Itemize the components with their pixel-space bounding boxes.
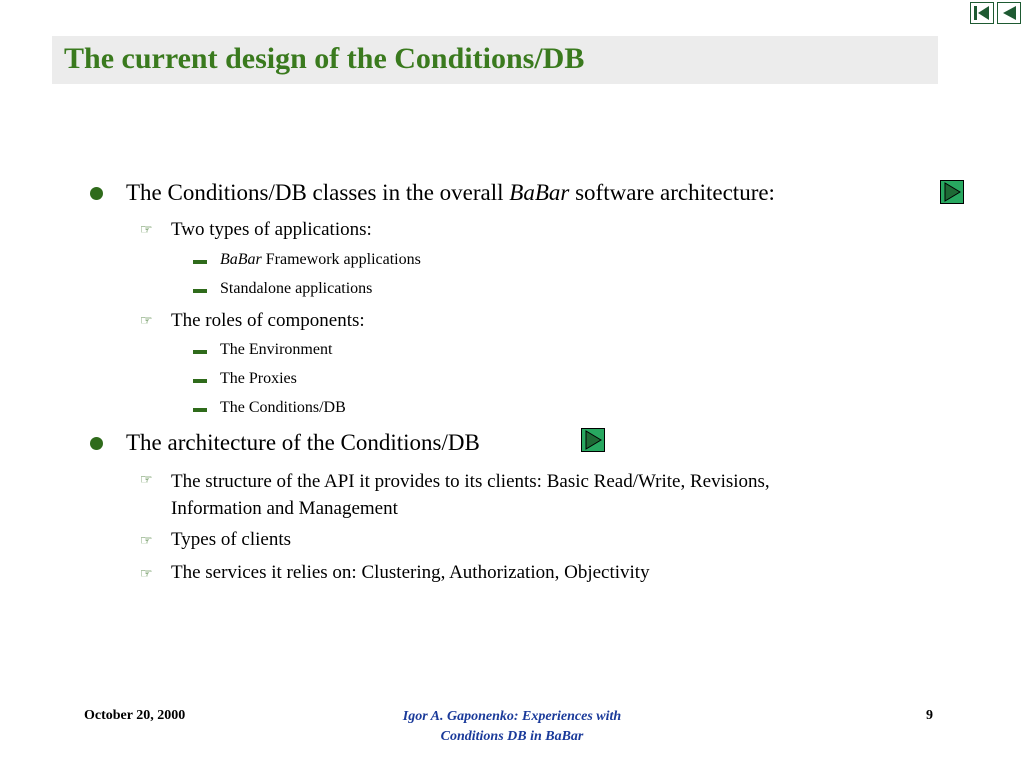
- play-arrow-icon: [941, 181, 963, 203]
- bullet-2-text: The architecture of the Conditions/DB: [126, 430, 480, 455]
- goto-architecture-button[interactable]: [940, 180, 964, 204]
- bullet-1-em: BaBar: [509, 180, 570, 205]
- dash-icon: [193, 379, 207, 383]
- play-arrow-icon: [582, 429, 604, 451]
- pointing-hand-icon: ☞: [140, 473, 153, 488]
- pointing-hand-icon: ☞: [140, 314, 153, 329]
- footer-author-line: Igor A. Gaponenko: Experiences with: [402, 709, 622, 724]
- pointing-hand-icon: ☞: [140, 534, 153, 549]
- list-item: The Proxies: [220, 370, 297, 387]
- bullet-1-text: [126, 180, 775, 206]
- goto-design-button[interactable]: [581, 428, 605, 452]
- pointing-hand-icon: ☞: [140, 567, 153, 582]
- list-item: The Conditions/DB: [220, 399, 346, 416]
- sub-bullet-text: Two types of applications:: [171, 219, 372, 240]
- previous-slide-button[interactable]: [997, 2, 1021, 24]
- list-item: [220, 251, 421, 269]
- footer-date: October 20, 2000: [84, 708, 186, 723]
- list-item: Standalone applications: [220, 280, 373, 297]
- previous-slide-icon: [998, 3, 1020, 23]
- footer-author: [352, 707, 672, 747]
- bullet-dot-icon: [90, 437, 103, 450]
- dash-icon: [193, 260, 207, 264]
- page-number: 9: [926, 708, 933, 723]
- list-item-em: BaBar: [220, 251, 262, 268]
- bullet-1-pre: The Conditions/DB classes in the overall: [126, 180, 510, 205]
- slide-title: The current design of the Conditions/DB: [64, 42, 585, 75]
- bullet-1-post: software architecture:: [569, 180, 775, 205]
- title-bar: [52, 36, 938, 84]
- first-slide-icon: [971, 3, 993, 23]
- sub-bullet-text: Types of clients: [171, 529, 292, 550]
- pointing-hand-icon: ☞: [140, 223, 153, 238]
- sub-bullet-line: The structure of the API it provides to its clients: Basic Read/Write, Revisions,: [171, 471, 770, 492]
- slide-navigation: [970, 2, 1024, 24]
- dash-icon: [193, 289, 207, 293]
- list-item: The Environment: [220, 341, 333, 358]
- dash-icon: [193, 408, 207, 412]
- footer-author-line: Conditions DB in BaBar: [440, 729, 584, 744]
- first-slide-button[interactable]: [970, 2, 994, 24]
- dash-icon: [193, 350, 207, 354]
- sub-bullet-line: Information and Management: [171, 498, 398, 519]
- sub-bullet-text: The services it relies on: Clustering, Authorization, Objectivity: [171, 562, 650, 583]
- list-item-text: Framework applications: [261, 251, 421, 268]
- sub-bullet-text: [171, 468, 770, 522]
- bullet-dot-icon: [90, 187, 103, 200]
- sub-bullet-text: The roles of components:: [171, 310, 365, 331]
